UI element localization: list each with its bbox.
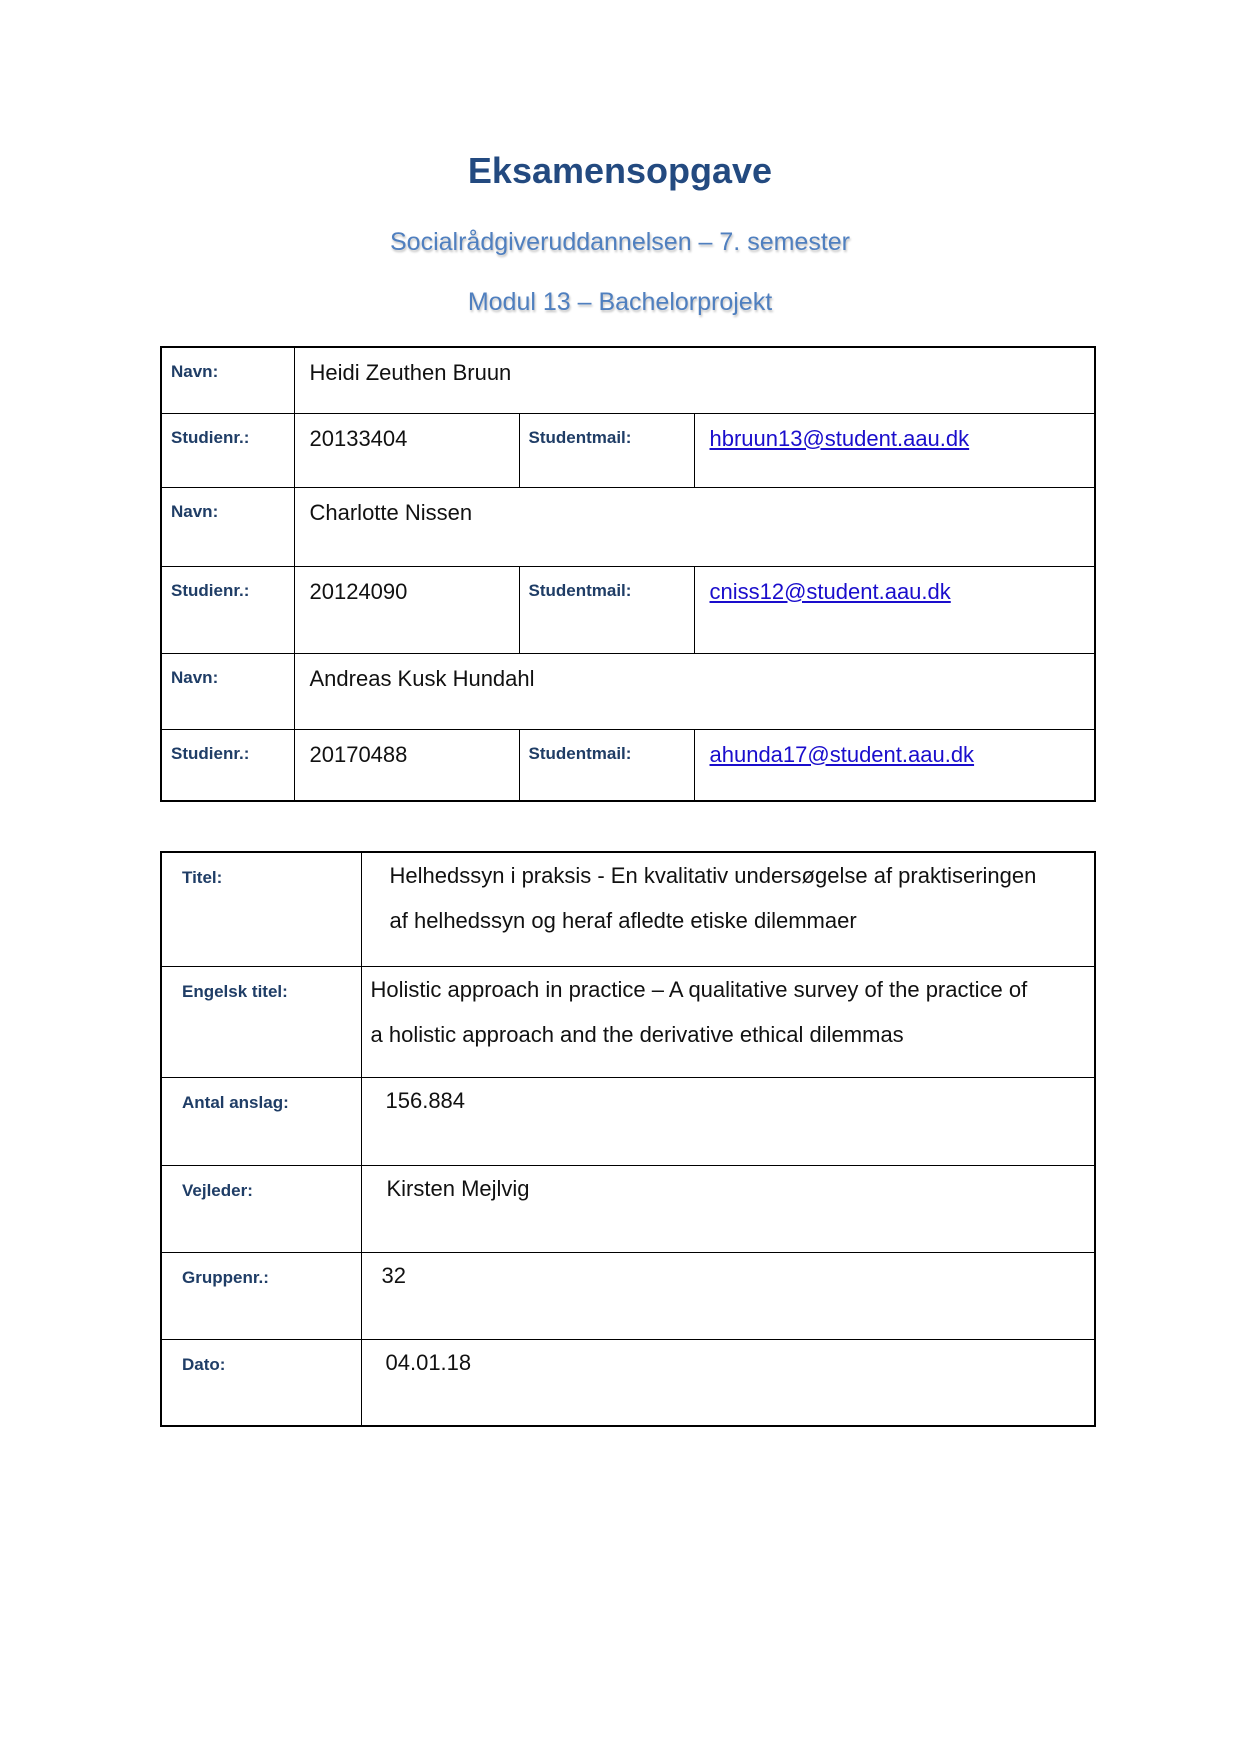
student-number: 20133404 — [294, 413, 519, 487]
supervisor-row — [161, 1165, 1095, 1252]
student-id-row — [161, 729, 1095, 801]
group-number-row — [161, 1252, 1095, 1339]
project-title-line1: Helhedssyn i praksis - En kvalitativ undersøgelse af praktiseringen — [389, 863, 1037, 888]
student-mail-label: Studentmail: — [519, 566, 694, 653]
student-mail-link[interactable]: cniss12@student.aau.dk — [709, 578, 951, 604]
program-subtitle: Socialrådgiveruddannelsen – 7. semester — [390, 228, 850, 256]
english-title-line2: a holistic approach and the derivative ethical dilemmas — [370, 1021, 904, 1047]
title-row — [161, 852, 1095, 966]
student-number-label: Studienr.: — [161, 566, 294, 653]
student-number-label: Studienr.: — [161, 729, 294, 801]
date-row — [161, 1339, 1095, 1426]
document-title: Eksamensopgave — [467, 150, 773, 191]
student-id-row — [161, 413, 1095, 487]
date-label: Dato: — [161, 1339, 361, 1426]
student-name-row — [161, 653, 1095, 729]
students-table — [160, 346, 1096, 802]
english-title-row — [161, 966, 1095, 1077]
project-details-table — [160, 851, 1096, 1427]
student-name-row — [161, 487, 1095, 566]
name-label: Navn: — [161, 487, 294, 566]
character-count-row — [161, 1077, 1095, 1165]
student-name-row — [161, 347, 1095, 413]
group-number: 32 — [361, 1252, 1095, 1339]
student-name: Heidi Zeuthen Bruun — [294, 347, 1095, 413]
module-subtitle: Modul 13 – Bachelorprojekt — [467, 288, 773, 316]
supervisor-label: Vejleder: — [161, 1165, 361, 1252]
student-id-row — [161, 566, 1095, 653]
student-mail-link[interactable]: ahunda17@student.aau.dk — [709, 741, 975, 767]
name-label: Navn: — [161, 347, 294, 413]
character-count: 156.884 — [361, 1077, 1095, 1165]
english-title-line1: Holistic approach in practice – A qualitative survey of the practice of — [370, 976, 1028, 1002]
supervisor-name: Kirsten Mejlvig — [361, 1165, 1095, 1252]
project-title-line2: af helhedssyn og heraf afledte etiske dilemmaer — [389, 908, 857, 933]
name-label: Navn: — [161, 653, 294, 729]
student-mail-label: Studentmail: — [519, 413, 694, 487]
student-mail-label: Studentmail: — [519, 729, 694, 801]
student-name: Charlotte Nissen — [294, 487, 1095, 566]
student-number: 20124090 — [294, 566, 519, 653]
student-mail-link[interactable]: hbruun13@student.aau.dk — [709, 425, 970, 451]
submission-date: 04.01.18 — [361, 1339, 1095, 1426]
english-title-label: Engelsk titel: — [161, 966, 361, 1077]
student-number-label: Studienr.: — [161, 413, 294, 487]
character-count-label: Antal anslag: — [161, 1077, 361, 1165]
student-name: Andreas Kusk Hundahl — [294, 653, 1095, 729]
student-number: 20170488 — [294, 729, 519, 801]
group-number-label: Gruppenr.: — [161, 1252, 361, 1339]
title-label: Titel: — [161, 852, 361, 966]
